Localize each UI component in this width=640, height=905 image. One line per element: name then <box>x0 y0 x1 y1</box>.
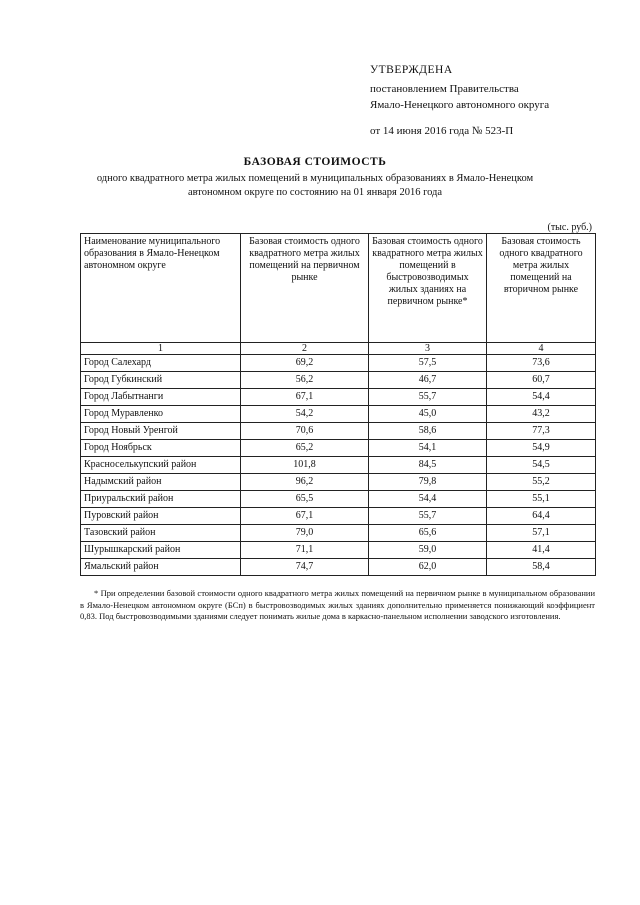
municipality-cell: Надымский район <box>81 474 241 491</box>
secondary-value-cell: 55,1 <box>487 491 596 508</box>
primary-value-cell: 65,2 <box>241 440 369 457</box>
secondary-value-cell: 77,3 <box>487 423 596 440</box>
approval-line-1: постановлением Правительства <box>370 83 519 95</box>
municipality-cell: Красноселькупский район <box>81 457 241 474</box>
approval-date: от 14 июня 2016 года № 523-П <box>370 125 514 137</box>
municipality-cell: Город Салехард <box>81 355 241 372</box>
fast-built-value-cell: 54,4 <box>369 491 487 508</box>
fast-built-value-cell: 84,5 <box>369 457 487 474</box>
column-number: 2 <box>241 343 369 355</box>
approval-block <box>370 62 620 139</box>
fast-built-value-cell: 59,0 <box>369 542 487 559</box>
secondary-value-cell: 54,9 <box>487 440 596 457</box>
fast-built-value-cell: 55,7 <box>369 508 487 525</box>
table-row <box>81 474 596 491</box>
header-secondary-market: Базовая стоимость одного квадратного метра жилых помещений на вторичном рынке <box>487 234 596 343</box>
municipality-cell: Город Губкинский <box>81 372 241 389</box>
table-row <box>81 542 596 559</box>
secondary-value-cell: 54,5 <box>487 457 596 474</box>
fast-built-value-cell: 46,7 <box>369 372 487 389</box>
units-label: (тыс. руб.) <box>547 222 592 233</box>
secondary-value-cell: 43,2 <box>487 406 596 423</box>
fast-built-value-cell: 58,6 <box>369 423 487 440</box>
table-row <box>81 440 596 457</box>
table-row <box>81 406 596 423</box>
primary-value-cell: 71,1 <box>241 542 369 559</box>
table-row <box>81 389 596 406</box>
municipality-cell: Приуральский район <box>81 491 241 508</box>
table-row <box>81 457 596 474</box>
secondary-value-cell: 57,1 <box>487 525 596 542</box>
header-municipality: Наименование муниципального образования в Ямало-Ненецком автономном округе <box>81 234 241 343</box>
secondary-value-cell: 58,4 <box>487 559 596 576</box>
secondary-value-cell: 41,4 <box>487 542 596 559</box>
primary-value-cell: 101,8 <box>241 457 369 474</box>
table-row <box>81 355 596 372</box>
fast-built-value-cell: 54,1 <box>369 440 487 457</box>
fast-built-value-cell: 45,0 <box>369 406 487 423</box>
fast-built-value-cell: 57,5 <box>369 355 487 372</box>
primary-value-cell: 79,0 <box>241 525 369 542</box>
table-row <box>81 372 596 389</box>
primary-value-cell: 67,1 <box>241 389 369 406</box>
header-fast-built: Базовая стоимость одного квадратного метра жилых помещений в быстровозводимых жилых зданиях на первичном рынке* <box>369 234 487 343</box>
table-row <box>81 508 596 525</box>
column-number: 3 <box>369 343 487 355</box>
secondary-value-cell: 64,4 <box>487 508 596 525</box>
primary-value-cell: 96,2 <box>241 474 369 491</box>
header-primary-market: Базовая стоимость одного квадратного метра жилых помещений на первичном рынке <box>241 234 369 343</box>
primary-value-cell: 65,5 <box>241 491 369 508</box>
document-title: БАЗОВАЯ СТОИМОСТЬ <box>243 156 387 168</box>
municipality-cell: Город Ноябрьск <box>81 440 241 457</box>
municipality-cell: Ямальский район <box>81 559 241 576</box>
cost-table <box>80 233 596 576</box>
fast-built-value-cell: 79,8 <box>369 474 487 491</box>
municipality-cell: Город Новый Уренгой <box>81 423 241 440</box>
fast-built-value-cell: 65,6 <box>369 525 487 542</box>
secondary-value-cell: 73,6 <box>487 355 596 372</box>
municipality-cell: Шурышкарский район <box>81 542 241 559</box>
column-number: 4 <box>487 343 596 355</box>
primary-value-cell: 69,2 <box>241 355 369 372</box>
municipality-cell: Пуровский район <box>81 508 241 525</box>
column-number-row <box>81 343 596 355</box>
primary-value-cell: 70,6 <box>241 423 369 440</box>
primary-value-cell: 56,2 <box>241 372 369 389</box>
primary-value-cell: 74,7 <box>241 559 369 576</box>
table-header-row <box>81 234 596 343</box>
municipality-cell: Тазовский район <box>81 525 241 542</box>
table-row <box>81 559 596 576</box>
primary-value-cell: 54,2 <box>241 406 369 423</box>
secondary-value-cell: 60,7 <box>487 372 596 389</box>
approval-heading: УТВЕРЖДЕНА <box>370 64 453 76</box>
column-number: 1 <box>81 343 241 355</box>
table-row <box>81 525 596 542</box>
secondary-value-cell: 55,2 <box>487 474 596 491</box>
footnote: * При определении базовой стоимости одного квадратного метра жилых помещений на первичном рынке в муниципальном образовании в Ямало-Ненецком автономном округе (БСп) в быстровозводимых жилых зданиях дополнительно применяется понижающий коэффициент 0,83. Под быстровозводимыми зданиями следует понимать жилые дома в каркасно-панельном исполнении заводского изготовления. <box>80 588 595 621</box>
document-subtitle: одного квадратного метра жилых помещений в муниципальных образованиях в Ямало-Ненецком автономном округе по состоянию на 01 января 2016 года <box>96 173 534 198</box>
municipality-cell: Город Лабытнанги <box>81 389 241 406</box>
fast-built-value-cell: 62,0 <box>369 559 487 576</box>
municipality-cell: Город Муравленко <box>81 406 241 423</box>
primary-value-cell: 67,1 <box>241 508 369 525</box>
fast-built-value-cell: 55,7 <box>369 389 487 406</box>
secondary-value-cell: 54,4 <box>487 389 596 406</box>
table-row <box>81 491 596 508</box>
table-row <box>81 423 596 440</box>
approval-line-2: Ямало-Ненецкого автономного округа <box>370 99 550 111</box>
